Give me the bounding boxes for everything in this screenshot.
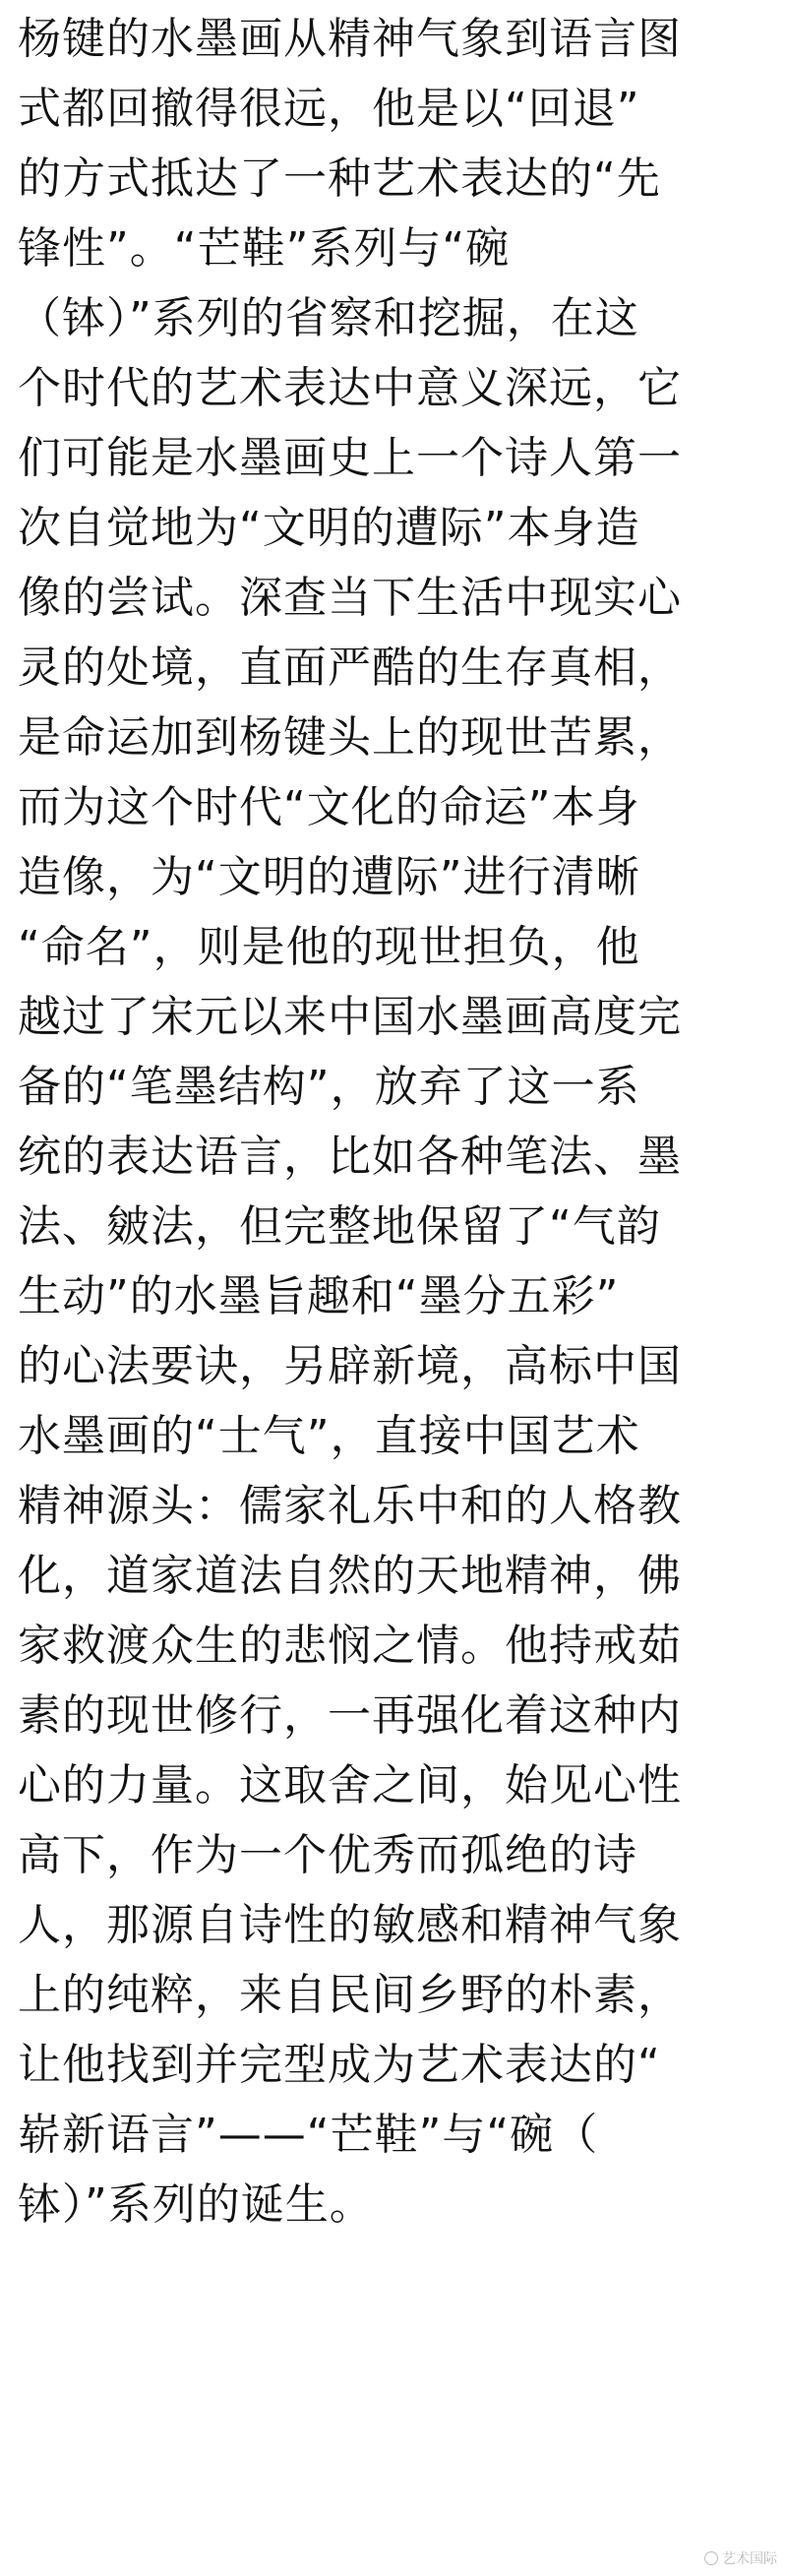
text-line: 统的表达语言，比如各种笔法、墨 (18, 1132, 682, 1182)
text-line: 水墨画的“士气”，直接中国艺术 (18, 1411, 640, 1461)
text-line: （钵）”系列的省察和挖掘，在这 (18, 293, 639, 343)
text-line: 的方式抵达了一种艺术表达的“先 (18, 153, 661, 204)
text-line: 人，那源自诗性的敏感和精神气象 (18, 1900, 682, 1950)
text-line: 式都回撤得很远，他是以“回退” (18, 84, 640, 134)
text-line: 心的力量。这取舍之间，始见心性 (18, 1760, 682, 1810)
text-line: 精神源头：儒家礼乐中和的人格教 (18, 1481, 682, 1531)
text-line: 越过了宋元以来中国水墨画高度完 (18, 992, 682, 1042)
text-line: 个时代的艺术表达中意义深远，它 (18, 363, 682, 413)
text-line: 钵）”系列的诞生。 (18, 2179, 374, 2230)
text-line: 崭新语言”——“芒鞋”与“碗（ (18, 2110, 599, 2160)
text-line: 的心法要诀，另辟新境，高标中国 (18, 1341, 682, 1391)
watermark (704, 2548, 777, 2568)
text-line: 高下，作为一个优秀而孤绝的诗 (18, 1830, 637, 1880)
text-line: 锋性”。“芒鞋”系列与“碗 (18, 223, 511, 274)
text-line: 而为这个时代“文化的命运”本身 (18, 782, 640, 832)
text-line: 像的尝试。深查当下生活中现实心 (18, 573, 682, 623)
text-line: “命名”，则是他的现世担负，他 (18, 922, 640, 972)
text-line: 家救渡众生的悲悯之情。他持戒茹 (18, 1621, 682, 1671)
text-line: 上的纯粹，来自民间乡野的朴素， (18, 1970, 682, 2020)
watermark-text: 艺术国际 (722, 2551, 777, 2567)
text-line: 造像，为“文明的遭际”进行清晰 (18, 852, 640, 902)
text-line: 法、皴法，但完整地保留了“气韵 (18, 1201, 661, 1252)
text-line: 化，道家道法自然的天地精神，佛 (18, 1551, 682, 1601)
text-line: 们可能是水墨画史上一个诗人第一 (18, 433, 682, 483)
text-line: 备的“笔墨结构”，放弃了这一系 (18, 1062, 640, 1112)
text-line: 次自觉地为“文明的遭际”本身造 (18, 503, 640, 553)
text-line: 生动”的水墨旨趣和“墨分五彩” (18, 1271, 620, 1321)
text-line: 杨键的水墨画从精神气象到语言图 (18, 14, 682, 64)
watermark-logo-icon (704, 2551, 718, 2565)
text-line: 让他找到并完型成为艺术表达的“ (18, 2040, 661, 2090)
text-line: 素的现世修行，一再强化着这种内 (18, 1690, 682, 1741)
text-line: 灵的处境，直面严酷的生存真相， (18, 643, 682, 693)
text-line: 是命运加到杨键头上的现世苦累， (18, 712, 682, 763)
